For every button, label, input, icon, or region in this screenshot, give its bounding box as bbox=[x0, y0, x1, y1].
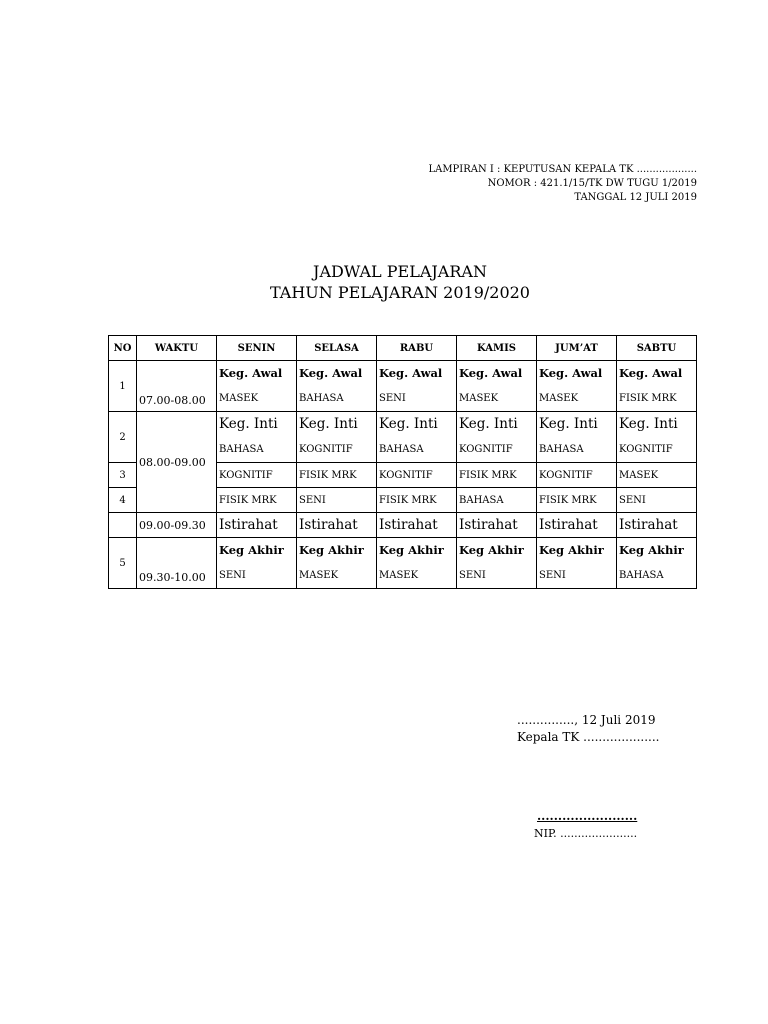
activity-label: Keg. Awal bbox=[299, 366, 363, 380]
header-selasa: SELASA bbox=[297, 336, 377, 361]
signature-role: Kepala TK .................... bbox=[517, 730, 660, 744]
attachment-line-1: LAMPIRAN I : KEPUTUSAN KEPALA TK ................... bbox=[428, 164, 697, 175]
subject-label: MASEK bbox=[459, 393, 499, 404]
subject-cell: SENI bbox=[297, 488, 377, 513]
schedule-cell bbox=[617, 538, 697, 589]
schedule-cell bbox=[297, 361, 377, 412]
schedule-cell bbox=[457, 361, 537, 412]
schedule-cell bbox=[537, 538, 617, 589]
break-cell: Istirahat bbox=[617, 513, 697, 538]
subject-label: BAHASA bbox=[379, 444, 424, 455]
signature-nip: NIP. ...................... bbox=[534, 827, 638, 840]
activity-label: Keg. Inti bbox=[459, 416, 518, 432]
subject-label: FISIK MRK bbox=[619, 393, 677, 404]
header-no: NO bbox=[109, 336, 137, 361]
activity-label: Keg Akhir bbox=[299, 543, 364, 557]
subject-label: SENI bbox=[219, 570, 246, 581]
subject-cell: FISIK MRK bbox=[217, 488, 297, 513]
attachment-line-2: NOMOR : 421.1/15/TK DW TUGU 1/2019 bbox=[487, 178, 697, 189]
subject-cell: MASEK bbox=[617, 463, 697, 488]
break-cell: Istirahat bbox=[377, 513, 457, 538]
activity-label: Keg Akhir bbox=[219, 543, 284, 557]
subject-label: KOGNITIF bbox=[299, 444, 353, 455]
schedule-cell bbox=[377, 361, 457, 412]
schedule-cell bbox=[297, 412, 377, 463]
subject-cell: FISIK MRK bbox=[297, 463, 377, 488]
header-waktu: WAKTU bbox=[137, 336, 217, 361]
subject-label: BAHASA bbox=[219, 444, 264, 455]
schedule-cell bbox=[377, 538, 457, 589]
activity-label: Keg. Awal bbox=[219, 366, 283, 380]
activity-label: Keg. Awal bbox=[619, 366, 683, 380]
subject-cell: KOGNITIF bbox=[377, 463, 457, 488]
table-header-row bbox=[109, 336, 697, 361]
header-senin: SENIN bbox=[217, 336, 297, 361]
row-number: 5 bbox=[109, 538, 137, 589]
header-sabtu: SABTU bbox=[617, 336, 697, 361]
signature-name: ........................ bbox=[537, 809, 638, 823]
subject-cell: FISIK MRK bbox=[457, 463, 537, 488]
attachment-line-3: TANGGAL 12 JULI 2019 bbox=[574, 192, 697, 203]
row-number: 4 bbox=[109, 488, 137, 513]
schedule-table bbox=[108, 335, 697, 589]
subject-cell: FISIK MRK bbox=[537, 488, 617, 513]
activity-label: Keg Akhir bbox=[459, 543, 524, 557]
table-row bbox=[109, 538, 697, 589]
break-cell: Istirahat bbox=[297, 513, 377, 538]
subject-cell: BAHASA bbox=[457, 488, 537, 513]
break-cell: Istirahat bbox=[457, 513, 537, 538]
activity-label: Keg Akhir bbox=[619, 543, 684, 557]
subject-label: KOGNITIF bbox=[459, 444, 513, 455]
table-row bbox=[109, 412, 697, 463]
header-jumat: JUM’AT bbox=[537, 336, 617, 361]
subject-label: SENI bbox=[459, 570, 486, 581]
schedule-cell bbox=[457, 412, 537, 463]
subject-label: BAHASA bbox=[619, 570, 664, 581]
schedule-cell bbox=[297, 538, 377, 589]
activity-label: Keg. Inti bbox=[539, 416, 598, 432]
schedule-cell bbox=[617, 361, 697, 412]
activity-label: Keg Akhir bbox=[539, 543, 604, 557]
subject-label: KOGNITIF bbox=[619, 444, 673, 455]
row-number: 1 bbox=[109, 361, 137, 412]
subject-label: SENI bbox=[539, 570, 566, 581]
subject-label: BAHASA bbox=[299, 393, 344, 404]
activity-label: Keg. Awal bbox=[459, 366, 523, 380]
header-kamis: KAMIS bbox=[457, 336, 537, 361]
break-cell: Istirahat bbox=[537, 513, 617, 538]
time-cell: 08.00-09.00 bbox=[137, 412, 217, 513]
schedule-cell bbox=[217, 412, 297, 463]
subject-cell: KOGNITIF bbox=[537, 463, 617, 488]
activity-label: Keg. Awal bbox=[379, 366, 443, 380]
schedule-cell bbox=[217, 538, 297, 589]
subject-label: MASEK bbox=[539, 393, 579, 404]
schedule-cell bbox=[377, 412, 457, 463]
subject-cell: SENI bbox=[617, 488, 697, 513]
schedule-cell bbox=[217, 361, 297, 412]
activity-label: Keg. Inti bbox=[219, 416, 278, 432]
subject-label: MASEK bbox=[299, 570, 339, 581]
subject-label: MASEK bbox=[219, 393, 259, 404]
subject-label: MASEK bbox=[379, 570, 419, 581]
subject-cell: FISIK MRK bbox=[377, 488, 457, 513]
attachment-header bbox=[428, 163, 697, 205]
subject-label: BAHASA bbox=[539, 444, 584, 455]
row-number: 3 bbox=[109, 463, 137, 488]
activity-label: Keg. Inti bbox=[619, 416, 678, 432]
time-cell: 09.30-10.00 bbox=[137, 538, 217, 589]
subject-label: SENI bbox=[379, 393, 406, 404]
document-title bbox=[0, 261, 768, 303]
subject-cell: KOGNITIF bbox=[217, 463, 297, 488]
schedule-cell bbox=[537, 361, 617, 412]
activity-label: Keg. Awal bbox=[539, 366, 603, 380]
activity-label: Keg. Inti bbox=[379, 416, 438, 432]
schedule-cell bbox=[617, 412, 697, 463]
time-cell: 07.00-08.00 bbox=[137, 361, 217, 412]
title-line-1: JADWAL PELAJARAN bbox=[313, 262, 487, 281]
signature-date: ..............., 12 Juli 2019 bbox=[517, 713, 656, 727]
header-rabu: RABU bbox=[377, 336, 457, 361]
time-cell: 09.00-09.30 bbox=[137, 513, 217, 538]
schedule-cell bbox=[457, 538, 537, 589]
signature-block bbox=[517, 712, 659, 842]
title-line-2: TAHUN PELAJARAN 2019/2020 bbox=[270, 283, 530, 302]
row-number bbox=[109, 513, 137, 538]
row-number: 2 bbox=[109, 412, 137, 463]
activity-label: Keg Akhir bbox=[379, 543, 444, 557]
activity-label: Keg. Inti bbox=[299, 416, 358, 432]
schedule-cell bbox=[537, 412, 617, 463]
table-row bbox=[109, 513, 697, 538]
table-row bbox=[109, 361, 697, 412]
break-cell: Istirahat bbox=[217, 513, 297, 538]
